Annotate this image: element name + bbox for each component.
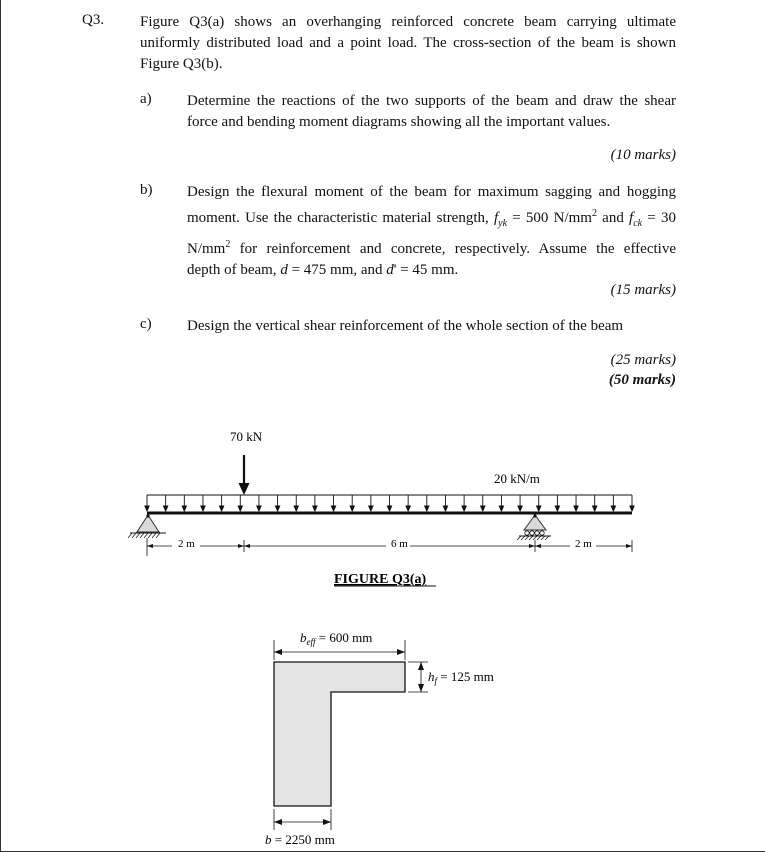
udl-arrow-head <box>481 506 485 511</box>
udl-load <box>145 495 634 511</box>
dim-middle-label: 6 m <box>391 538 408 550</box>
udl-arrow-head <box>219 506 223 511</box>
intro-line-2: uniformly distributed load and a point load. The cross-section of the beam is shown <box>140 35 676 51</box>
udl-arrow-head <box>201 506 205 511</box>
udl-arrow-head <box>182 506 186 511</box>
udl-arrow-head <box>630 506 634 511</box>
udl-label: 20 kN/m <box>494 471 540 486</box>
part-a-marks: (10 marks) <box>610 147 676 163</box>
udl-arrow-head <box>387 506 391 511</box>
part-c-marks: (25 marks) <box>610 352 676 368</box>
beam-diagram <box>128 429 634 587</box>
figure-a-caption: FIGURE Q3(a) <box>334 572 427 587</box>
intro-line-3: Figure Q3(b). <box>140 56 223 72</box>
part-a-line-2: force and bending moment diagrams showing all the important values. <box>187 114 611 130</box>
udl-arrow-head <box>275 506 279 511</box>
hf-label: $h_f = 125$ mm <box>428 669 494 686</box>
udl-arrow-head <box>611 506 615 511</box>
point-load-arrowhead <box>239 483 250 495</box>
part-b-label: b) <box>140 182 153 198</box>
part-c-label: c) <box>140 316 152 332</box>
part-a-label: a) <box>140 91 152 107</box>
roller-support-right <box>517 514 551 540</box>
cross-section-diagram <box>265 630 494 847</box>
udl-arrow-head <box>518 506 522 511</box>
udl-arrow-head <box>331 506 335 511</box>
total-marks: (50 marks) <box>608 372 676 388</box>
part-b-line-4: depth of beam, d = 475 mm, and d' = 45 mm. <box>187 262 459 278</box>
intro-line-1: Figure Q3(a) shows an overhanging reinforced concrete beam carrying ultimate <box>140 14 676 30</box>
part-b-line-1: Design the flexural moment of the beam for maximum sagging and hogging <box>187 184 676 200</box>
part-a-line-1: Determine the reactions of the two supports of the beam and draw the shear <box>187 93 676 109</box>
part-b-marks: (15 marks) <box>610 282 676 298</box>
b-label: b = 2250 mm <box>265 832 335 847</box>
point-load-label: 70 kN <box>230 429 263 444</box>
part-b-line-3: $N/mm^2$ for reinforcement and concrete, respectively. Assume the effective <box>187 239 676 257</box>
l-section-shape <box>274 662 405 806</box>
udl-arrow-head <box>499 506 503 511</box>
udl-arrow-head <box>350 506 354 511</box>
udl-arrow-head <box>294 506 298 511</box>
udl-arrow-head <box>462 506 466 511</box>
udl-arrow-head <box>406 506 410 511</box>
udl-arrow-head <box>592 506 596 511</box>
udl-arrow-head <box>574 506 578 511</box>
udl-arrow-head <box>145 506 149 511</box>
udl-arrow-head <box>257 506 261 511</box>
udl-arrow-head <box>238 506 242 511</box>
udl-arrow-head <box>425 506 429 511</box>
udl-arrow-head <box>555 506 559 511</box>
question-number: Q3. <box>82 12 105 28</box>
dim-right-label: 2 m <box>575 538 592 550</box>
beff-label: $b_{eff} = 600$ mm <box>300 630 373 647</box>
pin-support-left <box>128 514 166 538</box>
udl-arrow-head <box>313 506 317 511</box>
part-b-line-2: moment. Use the characteristic material strength, $f_{yk} = 500$ $N/mm^2$ and $f_{ck} = 30$ <box>187 208 676 229</box>
udl-arrow-head <box>369 506 373 511</box>
udl-arrow-head <box>443 506 447 511</box>
udl-arrow-head <box>537 506 541 511</box>
udl-arrow-head <box>163 506 167 511</box>
part-c-text: Design the vertical shear reinforcement of the whole section of the beam <box>187 318 624 334</box>
dim-left-label: 2 m <box>178 538 195 550</box>
span-dimensions <box>147 537 632 556</box>
